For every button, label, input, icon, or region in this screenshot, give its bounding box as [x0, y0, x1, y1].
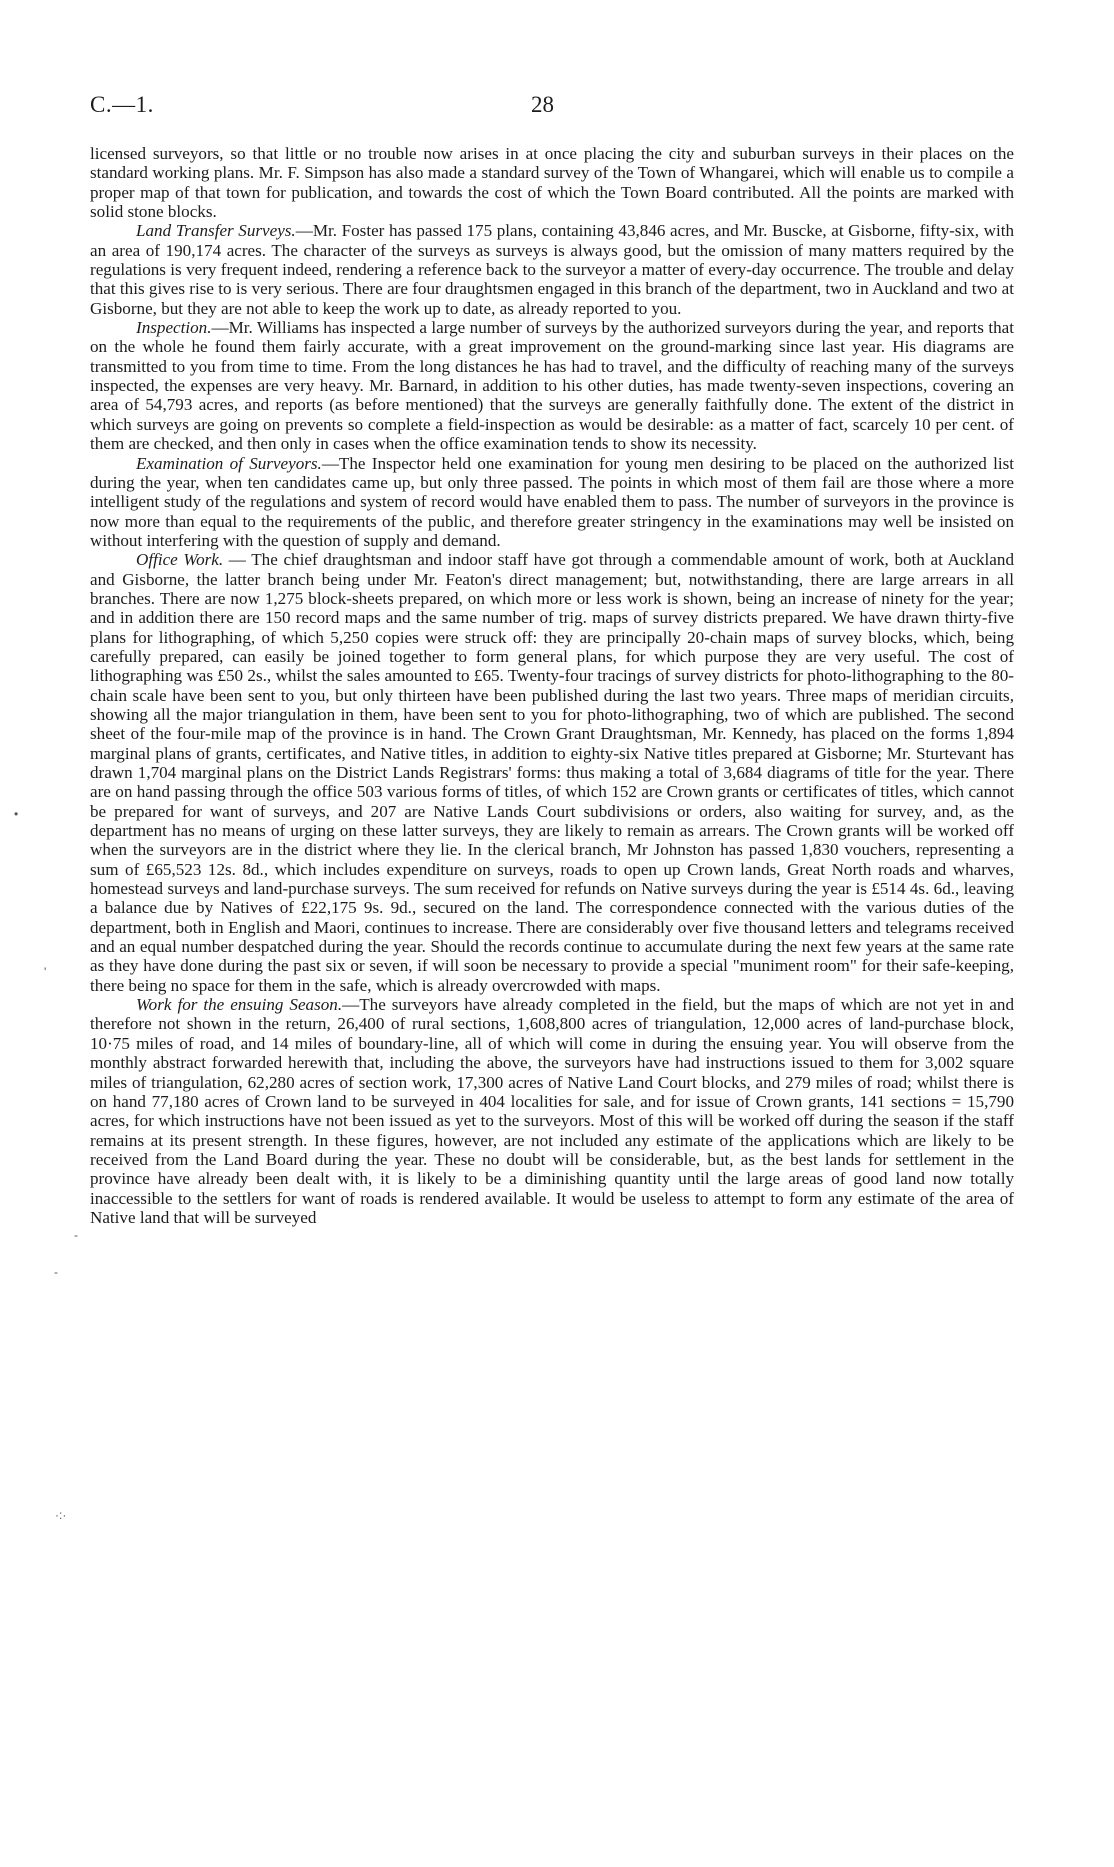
side-heading: Examination of Surveyors. — [136, 453, 322, 473]
margin-dash-mark: - — [74, 1228, 78, 1242]
paragraph-inspection — [90, 318, 1014, 453]
side-heading: Inspection. — [136, 318, 212, 338]
document-reference: C.—1. — [90, 92, 154, 117]
margin-scribble-mark: ·:· — [55, 1508, 67, 1522]
margin-dash-mark: - — [54, 1265, 58, 1279]
paragraph-text: —Mr. Williams has inspected a large number of surveys by the authorized surveyors during the year, and reports that on the whole he found them fairly accurate, with a great improvement on the ground-marking since last year. His diagrams are transmitted to you from time to time. From the long distances he has had to travel, and the difficulty of reaching many of the surveys inspected, the expenses are very heavy. Mr. Barnard, in addition to his other duties, has made twenty-seven inspections, covering an area of 54,793 acres, and reports (as before mentioned) that the surveys are generally faithfully done. The extent of the district in which surveys are going on prevents so complete a field-inspection as would be desirable: as a matter of fact, scarcely 10 per cent. of them are checked, and then only in cases when the office examination tends to show its necessity. — [90, 318, 1014, 454]
body-text — [90, 144, 1014, 1227]
side-heading: Land Transfer Surveys. — [136, 221, 296, 241]
paragraph-text: —The surveyors have already completed in the field, but the maps of which are not yet in and therefore not shown in the return, 26,400 of rural sections, 1,608,800 acres of triangulation, 12,000 acres of land-purchase block, 10·75 miles of road, and 14 miles of boundary-line, all of which will come in during the ensuing year. You will observe from the monthly abstract forwarded herewith that, including the above, the surveyors have had instructions issued to them for 3,002 square miles of triangulation, 62,280 acres of section work, 17,300 acres of Native Land Court blocks, and 279 miles of road; whilst there is on hand 77,180 acres of Crown land to be surveyed in 404 localities for sale, and for issue of Crown grants, 141 sections = 15,790 acres, for which instructions have not been issued as yet to the surveyors. Most of this will be worked off during the season if the staff remains at its present strength. In these figures, however, are not included any estimate of the applications which are likely to be received from the Land Board during the year. These no doubt will be considerable, but, as the best lands for settlement in the province have already been dealt with, it is likely to be a diminishing quantity until the large areas of good land now totally inaccessible to the settlers for want of roads is rendered available. It would be useless to attempt to form any estimate of the area of Native land that will be surveyed — [90, 995, 1014, 1227]
page-number: 28 — [531, 92, 554, 117]
side-heading: Office Work. — [136, 550, 224, 570]
paragraph-text: licensed surveyors, so that little or no trouble now arises in at once placing the city and suburban surveys in their places on the standard working plans. Mr. F. Simpson has also made a standard survey of the Town of Whangarei, which will enable us to compile a proper map of that town for publication, and towards the cost of which the Town Board contributed. All the points are marked with solid stone blocks. — [90, 144, 1014, 222]
paragraph-work-for-ensuing-season — [90, 995, 1014, 1227]
paragraph-examination-of-surveyors — [90, 454, 1014, 551]
paragraph-continuation — [90, 144, 1014, 221]
page-header — [90, 92, 1010, 122]
margin-dot-mark: • — [14, 807, 19, 821]
paragraph-text: — The chief draughtsman and indoor staff have got through a commendable amount of work, both at Auckland and Gisborne, the latter branch being under Mr. Featon's direct management; but, notwithstanding, there are large arrears in all branches. There are now 1,275 block-sheets prepared, on which more or less work is shown, being an increase of ninety for the year; and in addition there are 150 record maps and the same number of trig. maps of survey districts prepared. We have drawn thirty-five plans for lithographing, of which 5,250 copies were struck off: they are principally 20-chain maps of survey blocks, which, being carefully prepared, can easily be joined together to form general plans, for which purpose they are very useful. The cost of lithographing was £50 2s., whilst the sales amounted to £65. Twenty-four tracings of survey districts for photo-lithographing to the 80-chain scale have been sent to you, but only thirteen have been published during the last two years. Three maps of meridian circuits, showing all the major triangulation in them, have been sent to you for photo-lithographing, two of which are published. The second sheet of the four-mile map of the province is in hand. The Crown Grant Draughtsman, Mr. Kennedy, has placed on the forms 1,894 marginal plans of grants, certificates, and Native titles, in addition to eighty-six Native titles prepared at Gisborne; Mr. Sturtevant has drawn 1,704 marginal plans on the District Lands Registrars' forms: thus making a total of 3,684 diagrams of title for the year. There are on hand passing through the office 503 various forms of titles, of which 152 are Crown grants or certificates of titles, which cannot be prepared for want of surveys, and 207 are Native Lands Court subdivisions or orders, also waiting for survey, and, as the department has no means of urging on these latter surveys, they are likely to remain as arrears. The Crown grants will be worked off when the surveyors are in the district where they lie. In the clerical branch, Mr Johnston has passed 1,830 vouchers, representing a sum of £65,523 12s. 8d., which includes expenditure on surveys, roads to open up Crown lands, Great North roads and wharves, homestead surveys and land-purchase surveys. The sum received for refunds on Native surveys during the year is £514 4s. 6d., leaving a balance due by Natives of £22,175 9s. 9d., secured on the land. The correspondence connected with the various duties of the department, both in English and Maori, continues to increase. There are considerably over five thousand letters and telegrams received and an equal number despatched during the year. Should the records continue to accumulate during the next few years at the same rate as they have done during the past six or seven, if will soon be necessary to provide a special "muniment room" for their safe-keeping, there being no space for them in the safe, which is already overcrowded with maps. — [90, 550, 1014, 995]
paragraph-land-transfer-surveys — [90, 221, 1014, 318]
side-heading: Work for the ensuing Season. — [136, 995, 343, 1015]
margin-tick-mark: ' — [44, 965, 47, 979]
paragraph-text: —The Inspector held one examination for young men desiring to be placed on the authorized list during the year, when ten candidates came up, but only three passed. The points in which most of them fail are those where a more intelligent study of the regulations and system of record would have enabled them to pass. The number of surveyors in the province is now more than equal to the requirements of the public, and therefore greater stringency in the examinations may well be insisted on without interfering with the question of supply and demand. — [90, 453, 1014, 550]
paragraph-office-work — [90, 550, 1014, 995]
paragraph-text: —Mr. Foster has passed 175 plans, containing 43,846 acres, and Mr. Buscke, at Gisborne, fifty-six, with an area of 190,174 acres. The character of the surveys as surveys is always good, but the omission of many matters required by the regulations is very frequent indeed, rendering a reference back to the surveyor a matter of every-day occurrence. The trouble and delay that this gives rise to is very serious. There are four draughtsmen engaged in this branch of the department, two in Auckland and two at Gisborne, but they are not able to keep the work up to date, as already reported to you. — [90, 221, 1015, 318]
